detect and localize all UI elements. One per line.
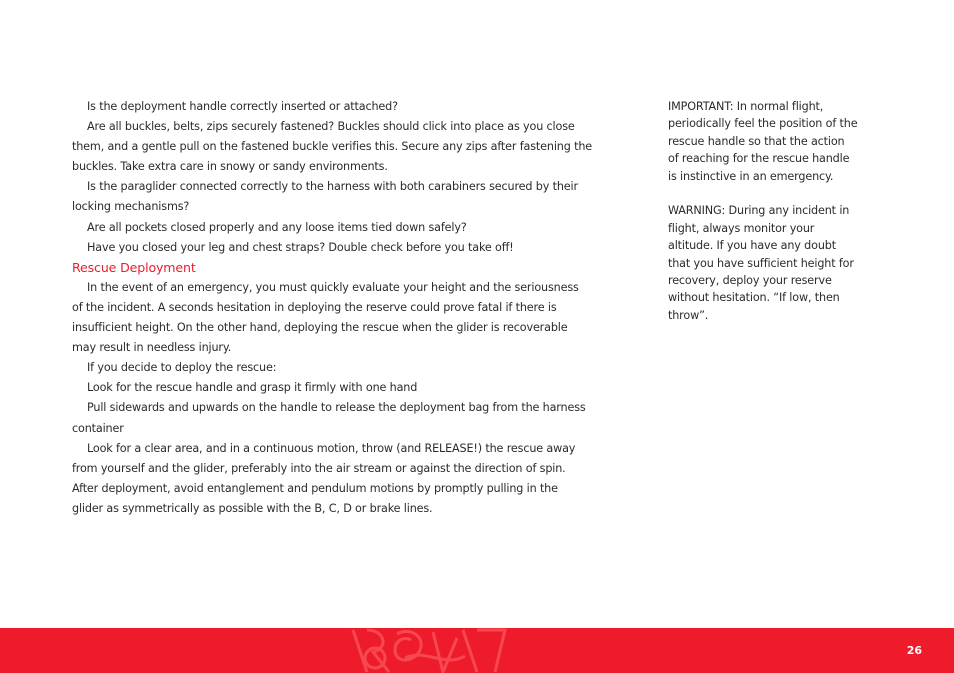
checklist-item: Have you closed your leg and chest straps? Double check before you take off!	[87, 240, 514, 254]
main-column	[72, 97, 592, 519]
rescue-paragraph: In the event of an emergency, you must quickly evaluate your height and the seriousness of the incident. A seconds hesitation in deploying the reserve could prove fatal if there is insufficient height. On the other hand, deploying the rescue when the glider is recoverable may result in needless injury.	[72, 280, 579, 355]
checklist-item: Are all pockets closed properly and any loose items tied down safely?	[87, 220, 467, 234]
rescue-paragraph: Pull sidewards and upwards on the handle to release the deployment bag from the harness container	[72, 401, 586, 435]
warning-note: WARNING: During any incident in flight, always monitor your altitude. If you have any doubt that you have sufficient height for recovery, deploy your reserve without hesitation. “If low, then throw”.	[668, 204, 854, 322]
footer-bar	[0, 628, 954, 673]
section-heading: Rescue Deployment	[72, 259, 196, 275]
brand-logo-watermark-icon	[345, 628, 515, 673]
checklist-item: Is the deployment handle correctly inserted or attached?	[87, 100, 398, 113]
checklist-item: Is the paraglider connected correctly to the harness with both carabiners secured by their locking mechanisms?	[72, 180, 578, 214]
page-number: 26	[906, 644, 922, 657]
rescue-paragraph: Look for the rescue handle and grasp it firmly with one hand	[87, 381, 418, 395]
checklist-item: Are all buckles, belts, zips securely fastened? Buckles should click into place as you close them, and a gentle pull on the fastened buckle verifies this. Secure any zips after fastening the buckles. Take extra care in snowy or sandy environments.	[72, 120, 592, 174]
important-note: IMPORTANT: In normal flight, periodically feel the position of the rescue handle so that the action of reaching for the rescue handle is instinctive in an emergency.	[668, 100, 858, 183]
rescue-paragraph: If you decide to deploy the rescue:	[87, 361, 277, 375]
sidebar-notes	[668, 98, 858, 324]
rescue-paragraph: Look for a clear area, and in a continuous motion, throw (and RELEASE!) the rescue away from yourself and the glider, preferably into the air stream or against the direction of spin. After deployment, avoid entanglement and pendulum motions by promptly pulling in the glider as symmetrically as possible with the B, C, D or brake lines.	[72, 441, 576, 515]
